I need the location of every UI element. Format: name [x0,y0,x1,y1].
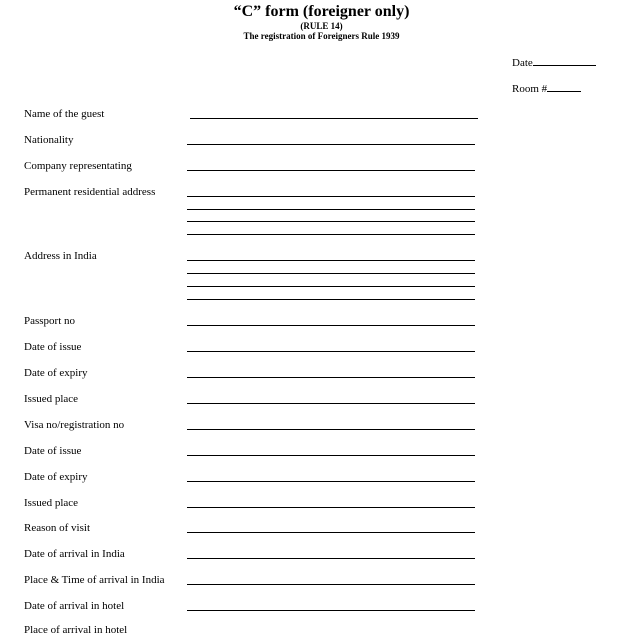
label-passport-no: Passport no [24,315,76,327]
visa-issue-date-line[interactable] [187,455,475,456]
guest-name-line[interactable] [190,118,478,119]
address-india-line-1[interactable] [187,260,475,261]
label-nationality: Nationality [24,134,74,146]
label-arrival-india-date: Date of arrival in India [24,548,125,560]
passport-no-line[interactable] [187,325,475,326]
room-field[interactable] [512,82,581,96]
address-india-line-2[interactable] [187,273,475,274]
arrival-india-date-line[interactable] [187,558,475,559]
label-guest-name: Name of the guest [24,108,105,120]
passport-issued-place-line[interactable] [187,403,475,404]
label-passport-issued-place: Issued place [24,393,79,405]
visa-expiry-date-line[interactable] [187,481,475,482]
address-india-line-3[interactable] [187,286,475,287]
room-label: Room # [512,83,548,95]
reason-of-visit-line[interactable] [187,532,475,533]
label-visa-issue-date: Date of issue [24,445,82,457]
label-arrival-india-place-time: Place & Time of arrival in India [24,574,165,586]
form-rule: (RULE 14) [300,21,343,31]
label-arrival-hotel-date: Date of arrival in hotel [24,600,125,612]
date-field[interactable] [512,56,596,70]
permanent-address-line-1[interactable] [187,196,475,197]
room-blank[interactable] [547,82,581,92]
label-reason-of-visit: Reason of visit [24,522,90,534]
label-visa-no: Visa no/registration no [24,419,125,431]
nationality-line[interactable] [187,144,475,145]
permanent-address-line-2[interactable] [187,209,475,210]
label-visa-expiry-date: Date of expiry [24,471,88,483]
date-blank[interactable] [533,56,596,66]
permanent-address-line-4[interactable] [187,234,475,235]
label-address-india: Address in India [24,250,97,262]
label-arrival-hotel-place: Place of arrival in hotel [24,624,128,636]
visa-issued-place-line[interactable] [187,507,475,508]
passport-expiry-date-line[interactable] [187,377,475,378]
label-passport-issue-date: Date of issue [24,341,82,353]
label-permanent-address: Permanent residential address [24,186,156,198]
arrival-hotel-date-line[interactable] [187,610,475,611]
visa-no-line[interactable] [187,429,475,430]
passport-issue-date-line[interactable] [187,351,475,352]
permanent-address-line-3[interactable] [187,221,475,222]
form-subtitle: The registration of Foreigners Rule 1939 [243,31,400,41]
label-company: Company representating [24,160,132,172]
company-line[interactable] [187,170,475,171]
date-label: Date [512,57,533,69]
label-visa-issued-place: Issued place [24,497,79,509]
address-india-line-4[interactable] [187,299,475,300]
form-title: “C” form (foreigner only) [233,3,410,20]
arrival-india-place-time-line[interactable] [187,584,475,585]
label-passport-expiry-date: Date of expiry [24,367,88,379]
